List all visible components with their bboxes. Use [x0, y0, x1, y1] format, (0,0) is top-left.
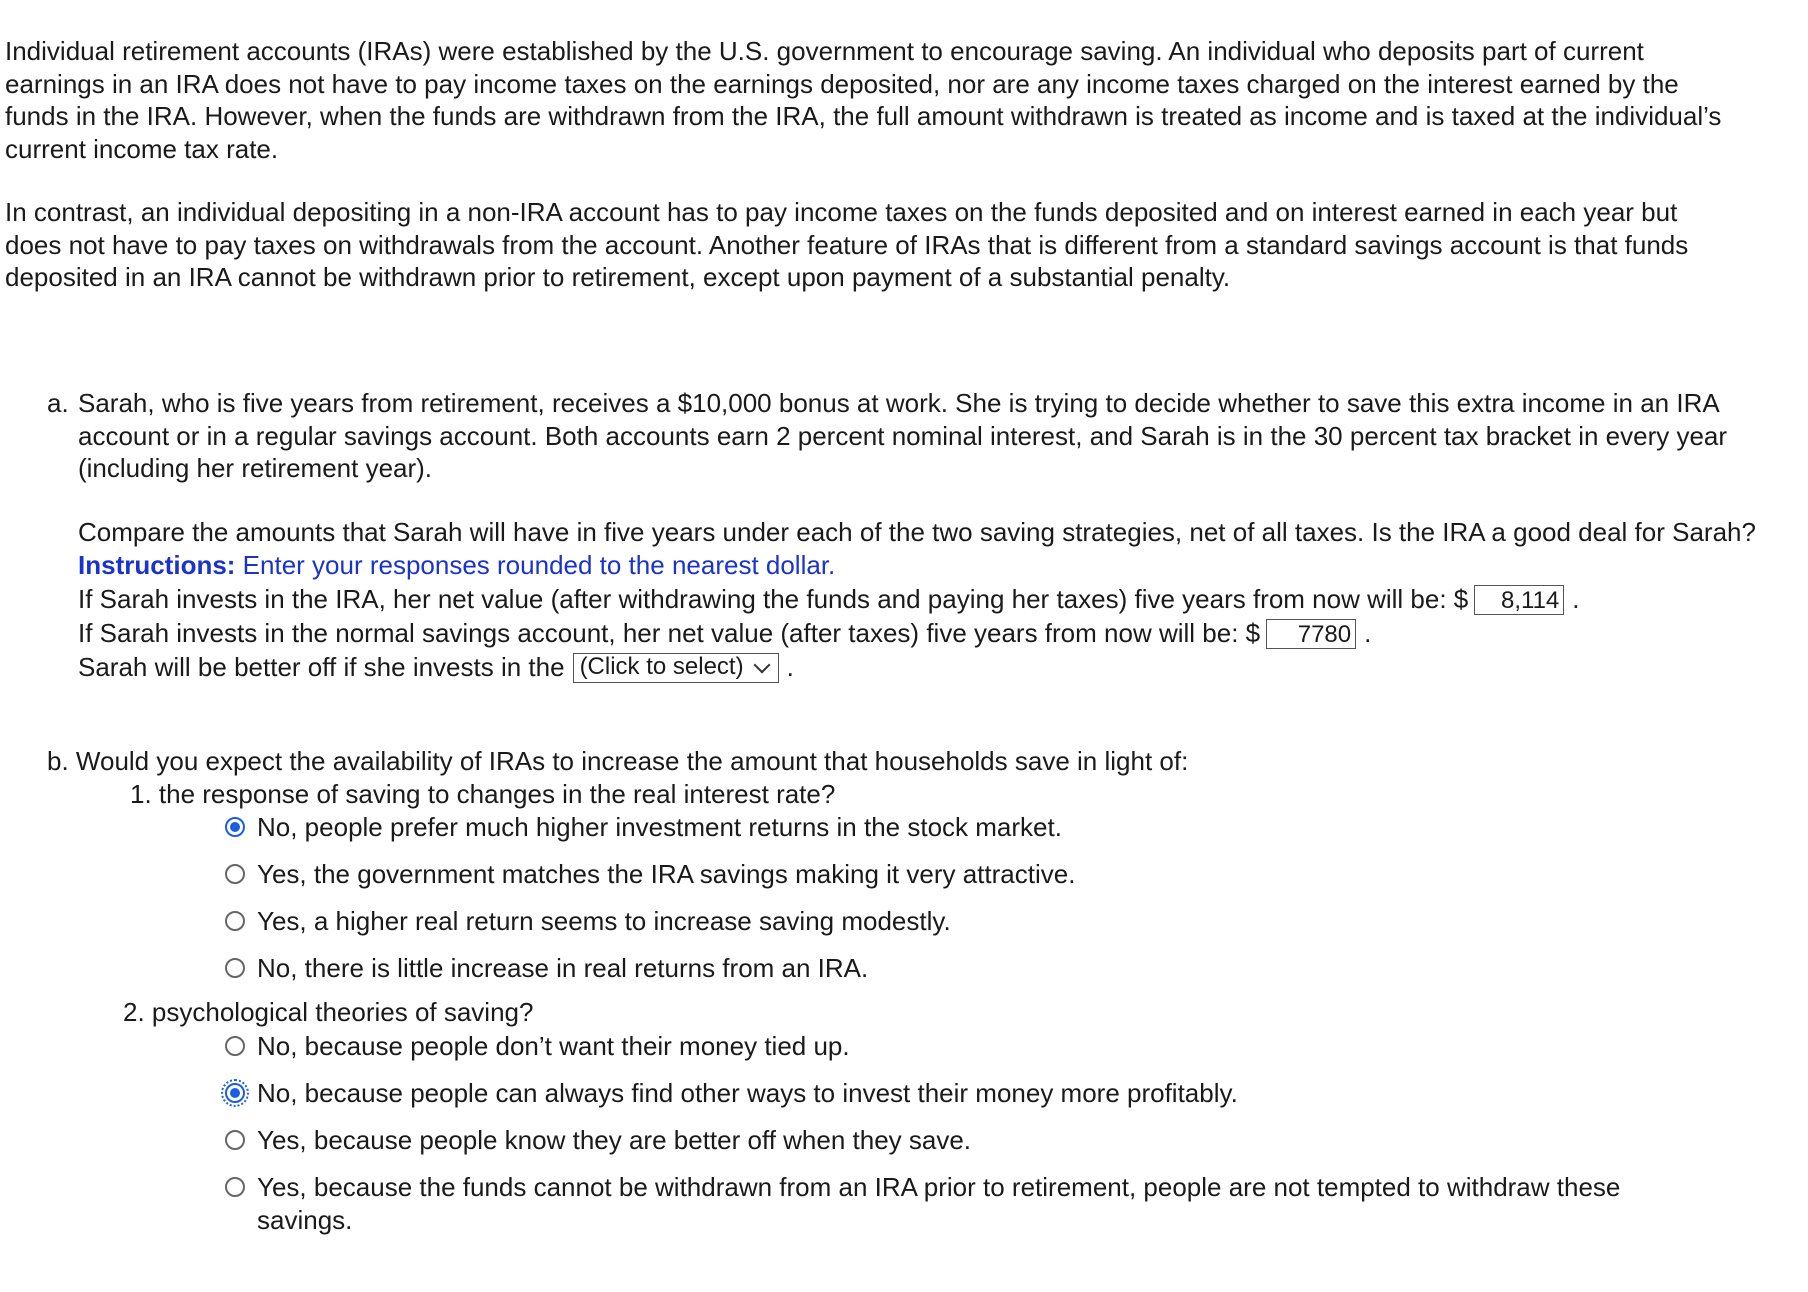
instructions-text: Enter your responses rounded to the nearest dollar. — [235, 550, 836, 581]
question-2-text: 2. psychological theories of saving? — [123, 997, 534, 1027]
q1-option-3[interactable] — [225, 905, 1725, 938]
savings-question: If Sarah invests in the normal savings account, her net value (after taxes) five years from now will be: $ — [78, 618, 1261, 649]
radio-button[interactable] — [225, 1036, 245, 1056]
q1-option-2[interactable] — [225, 858, 1725, 891]
q2-option-2[interactable] — [225, 1077, 1725, 1110]
select-value: (Click to select) — [579, 653, 744, 681]
q2-option-3[interactable] — [225, 1124, 1725, 1157]
ira-answer-line — [78, 583, 1768, 617]
period: . — [1364, 618, 1372, 649]
q2-option-4[interactable] — [225, 1171, 1705, 1236]
radio-button[interactable] — [225, 911, 245, 931]
q1-option-4[interactable] — [225, 952, 1725, 985]
instructions-label: Instructions: — [78, 550, 236, 581]
period: . — [1572, 584, 1580, 615]
part-a-text: Sarah, who is five years from retirement, receives a $10,000 bonus at work. She is trying to decide whether to save this extra income in an IRA account or in a regular savings account. Both accounts earn 2 percent nominal interest, and Sarah is in the 30 percent tax bracket in every year (including her retirement year). — [78, 388, 1728, 483]
radio-button[interactable] — [225, 864, 245, 884]
ira-value-input[interactable]: 8,114 — [1474, 585, 1564, 615]
question-1-text: 1. the response of saving to changes in the real interest rate? — [130, 779, 836, 809]
radio-button[interactable] — [225, 958, 245, 978]
q1-option-3-label: Yes, a higher real return seems to increase saving modestly. — [257, 906, 951, 936]
part-a-answers — [78, 516, 1768, 685]
savings-value-input[interactable]: 7780 — [1266, 619, 1356, 649]
q1-option-1-label: No, people prefer much higher investment returns in the stock market. — [257, 812, 1062, 842]
radio-button-selected[interactable] — [225, 817, 245, 837]
better-off-question: Sarah will be better off if she invests in the — [78, 652, 565, 683]
q2-option-3-label: Yes, because people know they are better off when they save. — [257, 1125, 972, 1155]
q2-option-1-label: No, because people don’t want their money tied up. — [257, 1031, 850, 1061]
chevron-down-icon — [753, 656, 770, 673]
account-select-dropdown[interactable] — [573, 653, 779, 683]
q1-option-1[interactable] — [225, 811, 1725, 844]
q2-option-1[interactable] — [225, 1030, 1725, 1063]
better-off-line — [78, 651, 1768, 685]
ira-question: If Sarah invests in the IRA, her net value (after withdrawing the funds and paying her taxes) five years from now will be: $ — [78, 584, 1469, 615]
radio-button[interactable] — [225, 1177, 245, 1197]
compare-text: Compare the amounts that Sarah will have in five years under each of the two saving strategies, net of all taxes. Is the IRA a good deal for Sarah? — [78, 517, 1756, 547]
part-a-label: a. — [47, 388, 69, 418]
q2-option-2-label: No, because people can always find other ways to invest their money more profitably. — [257, 1078, 1238, 1108]
q2-option-4-label: Yes, because the funds cannot be withdrawn from an IRA prior to retirement, people are not tempted to withdraw these savings. — [257, 1172, 1621, 1235]
intro-paragraph-1: Individual retirement accounts (IRAs) were established by the U.S. government to encourage saving. An individual who deposits part of current earnings in an IRA does not have to pay income taxes on the earnings deposited, nor are any income taxes charged on the interest earned by the funds in the IRA. However, when the funds are withdrawn from the IRA, the full amount withdrawn is treated as income and is taxed at the individual’s current income tax rate. — [5, 36, 1722, 164]
q1-option-2-label: Yes, the government matches the IRA savings making it very attractive. — [257, 859, 1076, 889]
part-b-label: b. Would you expect the availability of IRAs to increase the amount that households save in light of: — [47, 746, 1189, 776]
radio-button-selected[interactable] — [225, 1083, 245, 1103]
q1-option-4-label: No, there is little increase in real returns from an IRA. — [257, 953, 869, 983]
intro-paragraph-2: In contrast, an individual depositing in a non-IRA account has to pay income taxes on the funds deposited and on interest earned in each year but does not have to pay taxes on withdrawals from the account. Another feature of IRAs that is different from a standard savings account is that funds deposited in an IRA cannot be withdrawn prior to retirement, except upon payment of a substantial penalty. — [5, 197, 1689, 292]
period: . — [786, 652, 794, 683]
instructions — [78, 549, 1768, 583]
radio-button[interactable] — [225, 1130, 245, 1150]
savings-answer-line — [78, 617, 1768, 651]
